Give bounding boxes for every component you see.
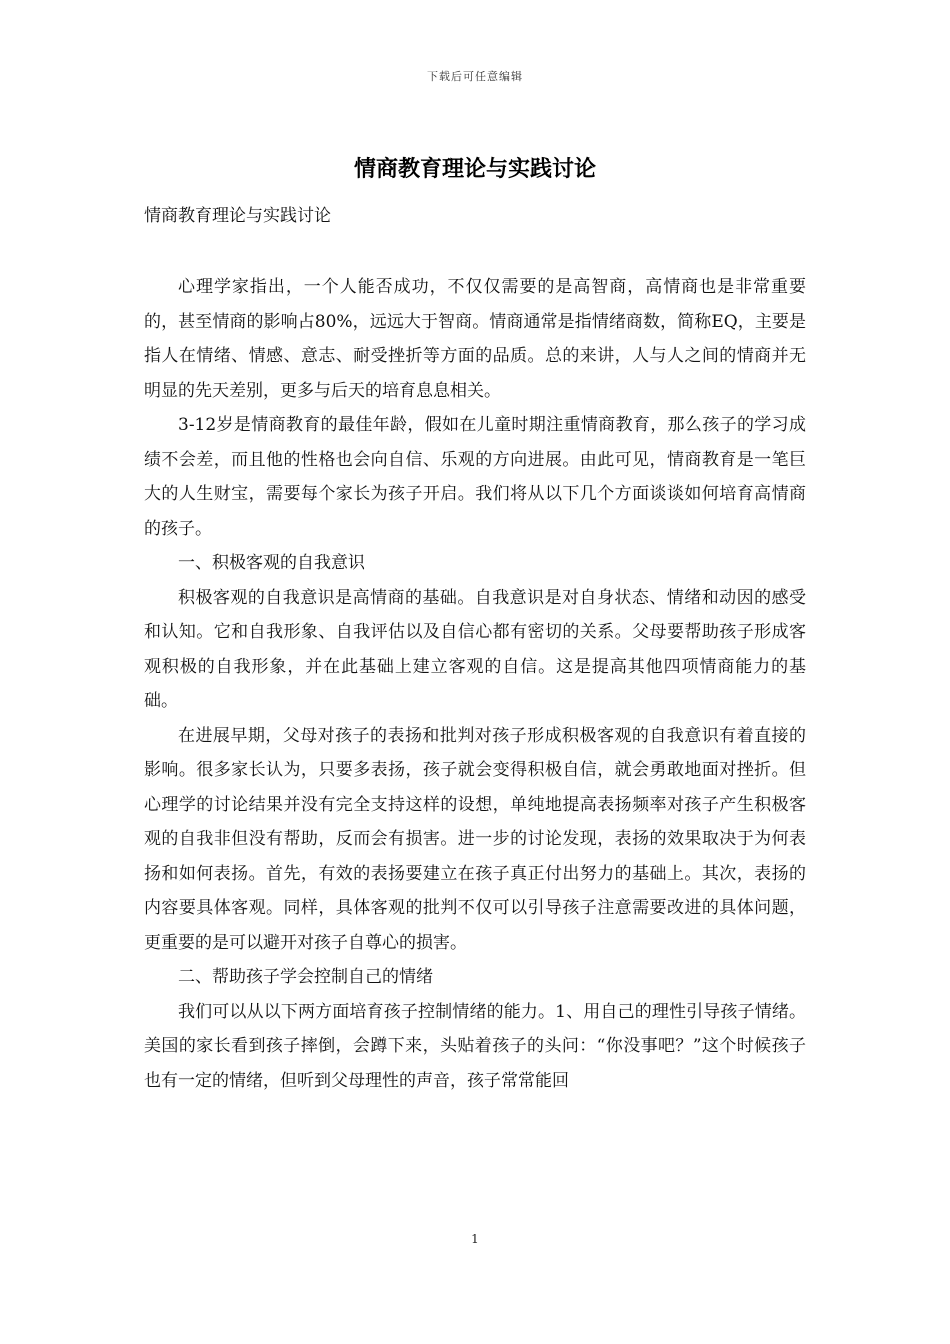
page-number: 1: [471, 1232, 479, 1246]
document-title: 情商教育理论与实践讨论: [353, 156, 596, 182]
paragraph-self-awareness: 积极客观的自我意识是高情商的基础。自我意识是对自身状态、情绪和动因的感受和认知。它和自我形象、自我评估以及自信心都有密切的关系。父母要帮助孩子形成客观积极的自我形象，并在此基础上建立客观的自信。这是提高其他四项情商能力的基础。: [144, 587, 806, 711]
paragraph-emotion-control: 我们可以从以下两方面培育孩子控制情绪的能力。1、用自己的理性引导孩子情绪。美国的家长看到孩子摔倒，会蹲下来，头贴着孩子的头问：“你没事吧？”这个时候孩子也有一定的情绪，但听到父母理性的声音，孩子常常能回: [144, 1001, 806, 1091]
document-subtitle: 情商教育理论与实践讨论: [144, 206, 331, 226]
paragraph-best-age: 3-12岁是情商教育的最佳年龄，假如在儿童时期注重情商教育，那么孩子的学习成绩不会差，而且他的性格也会向自信、乐观的方向进展。由此可见，情商教育是一笔巨大的人生财宝，需要每个家长为孩子开启。我们将从以下几个方面谈谈如何培育高情商的孩子。: [144, 415, 806, 539]
paragraph-intro: 心理学家指出，一个人能否成功，不仅仅需要的是高智商，高情商也是非常重要的，甚至情商的影响占80%，远远大于智商。情商通常是指情绪商数，简称EQ，主要是指人在情绪、情感、意志、耐受挫折等方面的品质。总的来讲，人与人之间的情商并无明显的先天差别，更多与后天的培育息息相关。: [144, 277, 806, 401]
header-note: 下载后可任意编辑: [427, 70, 523, 83]
document-body: [144, 270, 806, 1098]
section-heading-emotion-control: 二、帮助孩子学会控制自己的情绪: [178, 967, 433, 987]
paragraph-praise-criticism: 在进展早期，父母对孩子的表扬和批判对孩子形成积极客观的自我意识有着直接的影响。很多家长认为，只要多表扬，孩子就会变得积极自信，就会勇敢地面对挫折。但心理学的讨论结果并没有完全支持这样的设想，单纯地提高表扬频率对孩子产生积极客观的自我非但没有帮助，反而会有损害。进一步的讨论发现，表扬的效果取决于为何表扬和如何表扬。首先，有效的表扬要建立在孩子真正付出努力的基础上。其次，表扬的内容要具体客观。同样，具体客观的批判不仅可以引导孩子注意需要改进的具体问题，更重要的是可以避开对孩子自尊心的损害。: [144, 725, 806, 953]
section-heading-self-awareness: 一、积极客观的自我意识: [178, 553, 365, 573]
